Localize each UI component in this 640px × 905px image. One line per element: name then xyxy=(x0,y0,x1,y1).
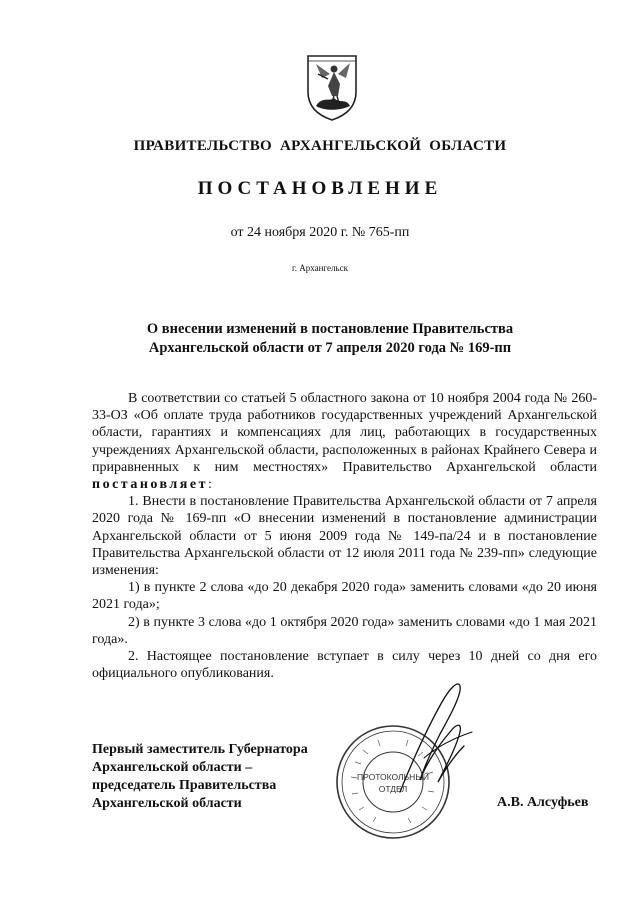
handwritten-signature xyxy=(380,672,490,812)
signer-position-line-1: Первый заместитель Губернатора xyxy=(92,742,308,757)
document-type: ПОСТАНОВЛЕНИЕ xyxy=(197,178,443,199)
item-1-paragraph: 1. Внести в постановление Правительства Архангельской области от 7 апреля 2020 года № 169-пп «О внесении изменений в постановление администрации Архангельской области от 5 июня 2009 года № 149-па/24 и в постановление Правительства Архангельской области от 12 июля 2011 года № 239-пп» следующие изменения: xyxy=(92,494,597,579)
coat-of-arms-icon xyxy=(304,52,360,122)
resolves-colon: : xyxy=(207,477,212,493)
signer-name: А.В. Алсуфьев xyxy=(497,795,589,810)
document-city: г. Архангельск xyxy=(292,263,348,273)
resolves-keyword: постановляет xyxy=(92,477,208,493)
item-2-paragraph: 2. Настоящее постановление вступает в силу через 10 дней со дня его официального опубликования. xyxy=(92,649,597,682)
stamp-text-line-1: ПРОТОКОЛЬНЫЙ xyxy=(357,772,429,782)
preamble-paragraph xyxy=(92,390,597,493)
signer-position-line-2: Архангельской области – xyxy=(92,760,253,775)
document-title-line-2: Архангельской области от 7 апреля 2020 года № 169-пп xyxy=(148,340,512,356)
stamp-text-line-2: ОТДЕЛ xyxy=(378,784,408,794)
preamble-text: В соответствии со статьей 5 областного закона от 10 ноября 2004 года № 260-33-ОЗ «Об оплате труда работников государственных учреждений Архангельской области, гарантиях и компенсациях для лиц, работающих в государственных учреждениях Архангельской области, расположенных в районах Крайнего Севера и приравненных к ним местностях» Правительство Архангельской области xyxy=(92,391,597,475)
signer-position xyxy=(92,741,308,813)
document-body xyxy=(92,390,597,682)
signer-position-line-3: председатель Правительства xyxy=(92,778,277,793)
item-1-subitem-2: 2) в пункте 3 слова «до 1 октября 2020 года» заменить словами «до 1 мая 2021 года». xyxy=(92,614,597,647)
government-name: ПРАВИТЕЛЬСТВО АРХАНГЕЛЬСКОЙ ОБЛАСТИ xyxy=(133,138,507,154)
document-title xyxy=(90,320,570,358)
document-title-line-1: О внесении изменений в постановление Правительства xyxy=(146,321,514,337)
document-date-number: от 24 ноября 2020 г. № 765-пп xyxy=(230,225,410,240)
item-1-subitem-1: 1) в пункте 2 слова «до 20 декабря 2020 года» заменить словами «до 20 июня 2021 года»; xyxy=(92,580,597,613)
signer-position-line-4: Архангельской области xyxy=(92,796,242,811)
